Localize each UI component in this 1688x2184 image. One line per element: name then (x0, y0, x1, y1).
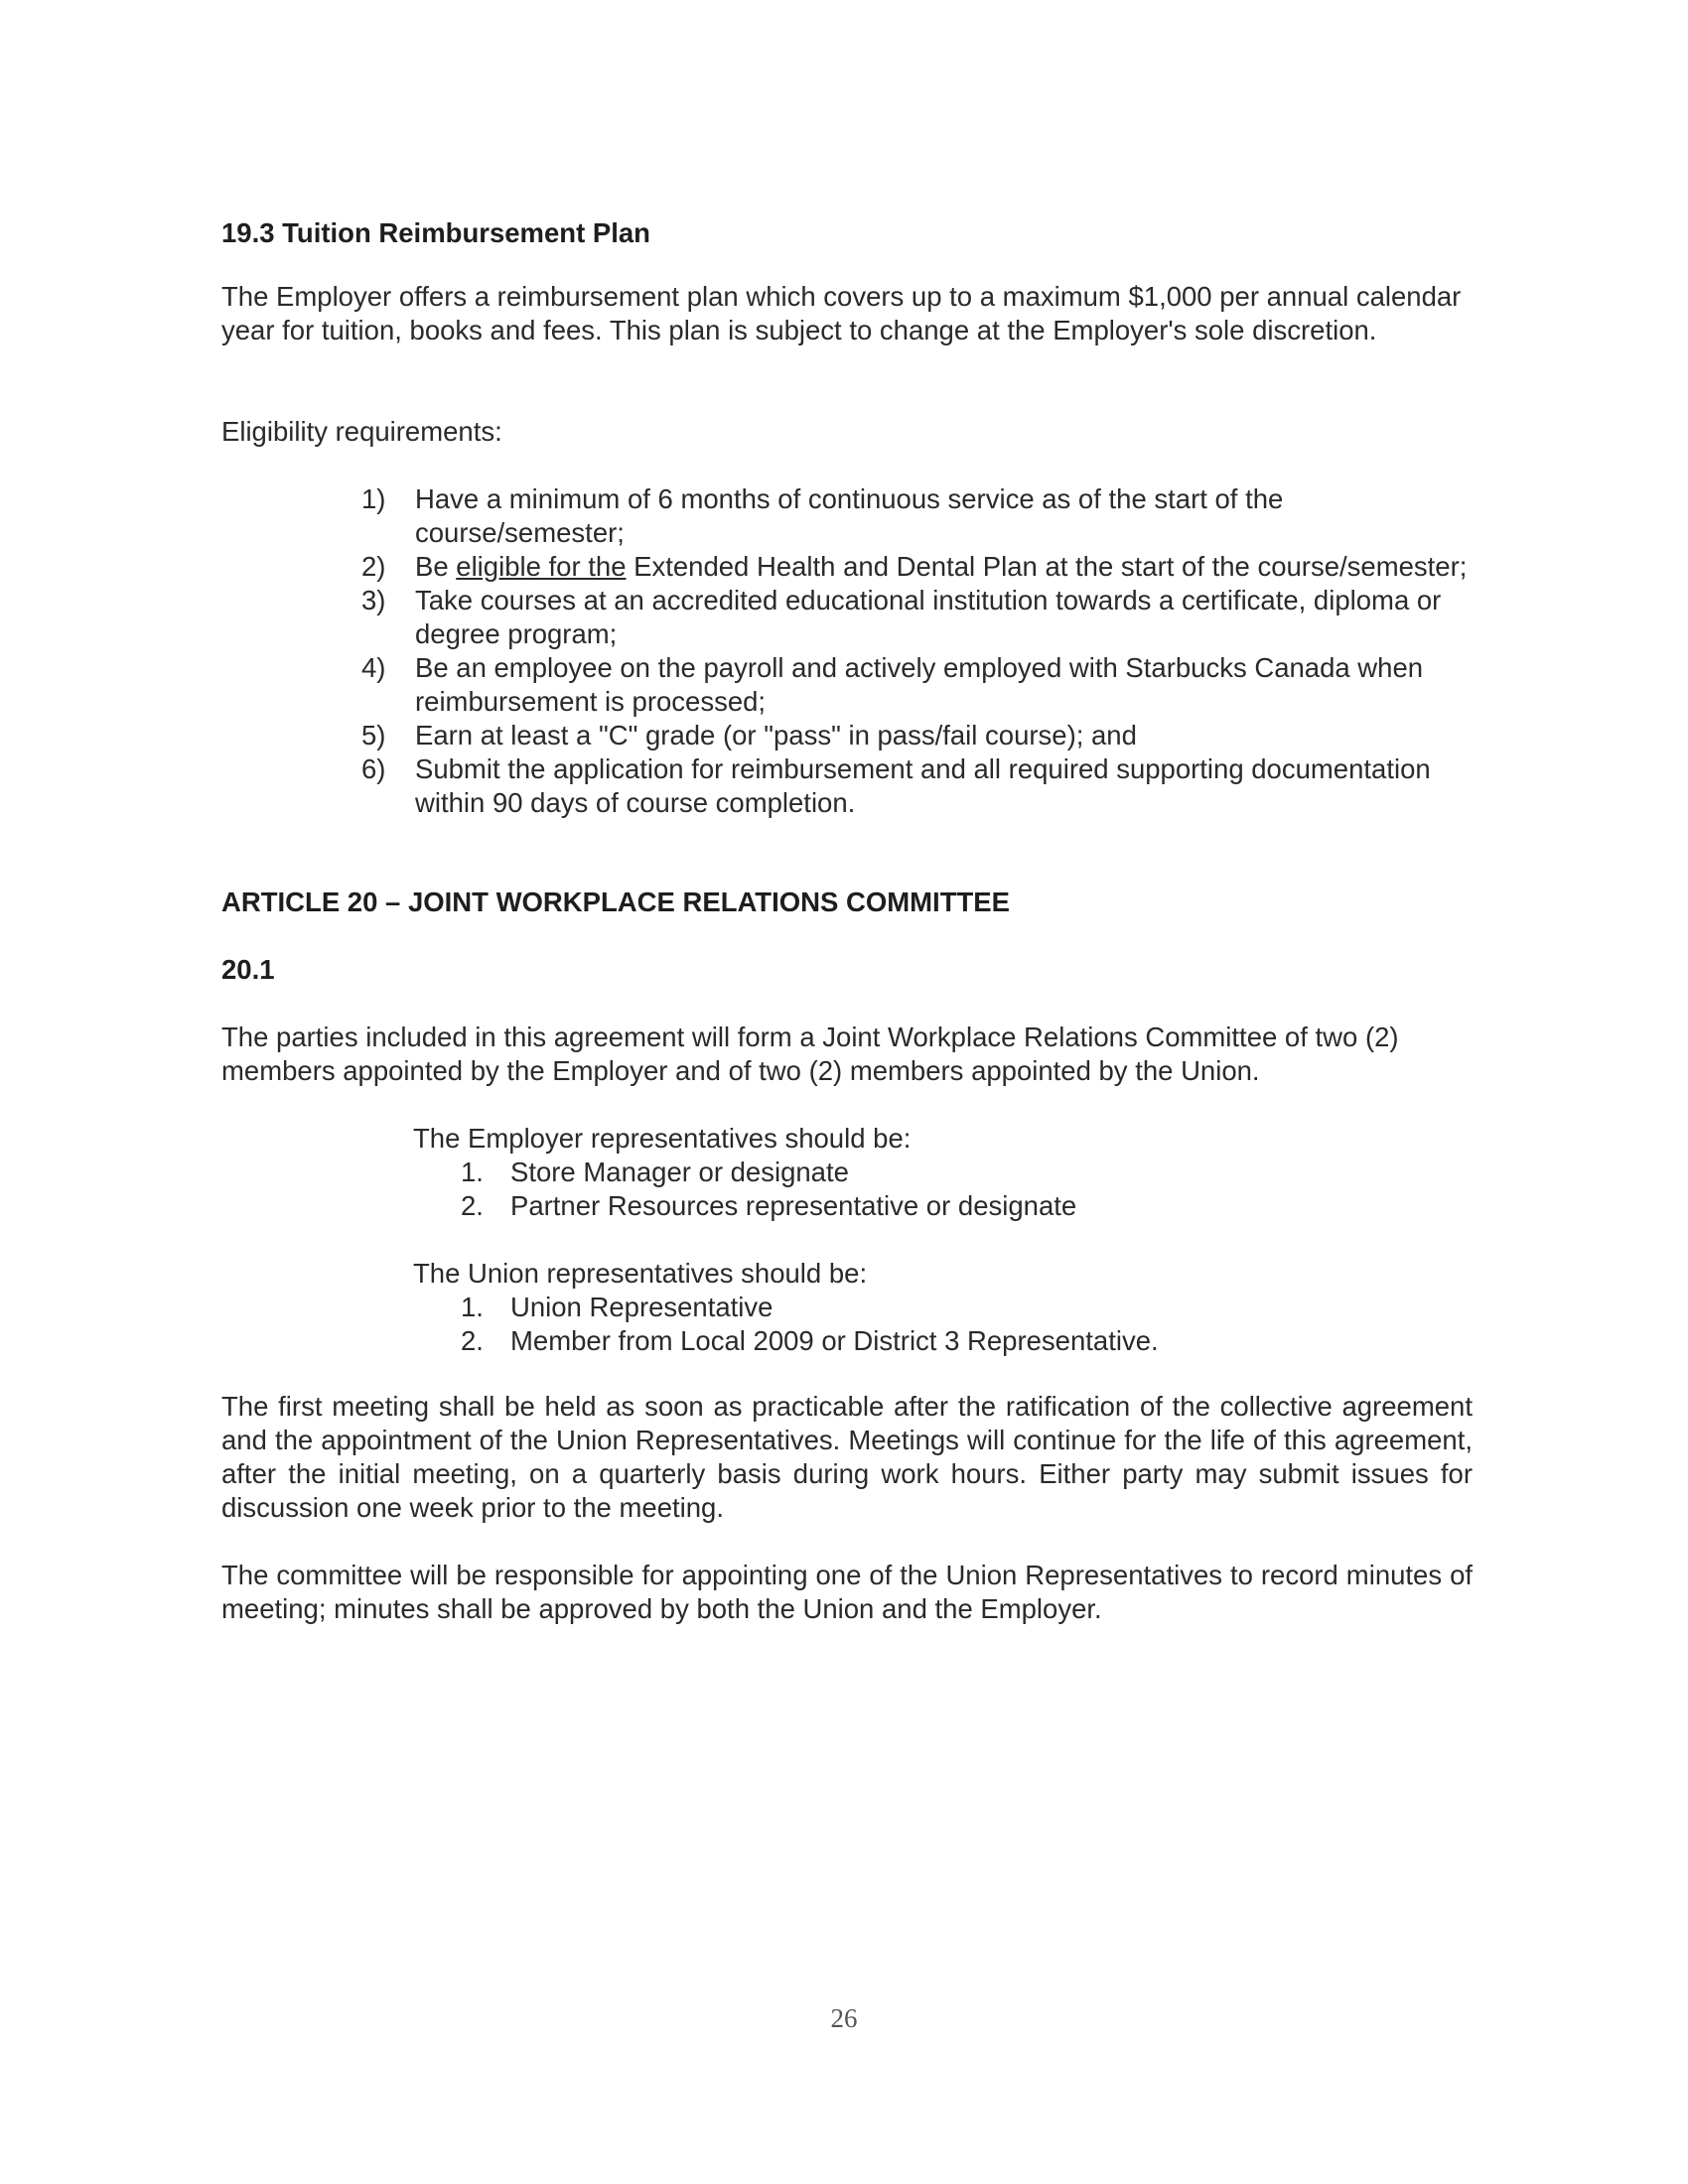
requirement-text: Be an employee on the payroll and actively employed with Starbucks Canada when reimbursement is processed; (415, 652, 1424, 717)
representative-text: Member from Local 2009 or District 3 Representative. (510, 1325, 1159, 1356)
representative-text: Partner Resources representative or designate (510, 1190, 1077, 1221)
committee-minutes-paragraph: The committee will be responsible for appointing one of the Union Representatives to record minutes of meeting; minutes shall be approved by both the Union and the Employer. (221, 1560, 1473, 1624)
employer-representatives-label: The Employer representatives should be: (413, 1123, 912, 1154)
page-number: 26 (830, 2003, 858, 2033)
requirement-number: 3) (361, 585, 386, 615)
requirement-text: Take courses at an accredited educational institution towards a certificate, diploma or degree program; (415, 585, 1442, 649)
union-representatives (413, 1257, 1406, 1358)
section-19-3-title: 19.3 Tuition Reimbursement Plan (221, 217, 650, 248)
article-20-1-paragraph: The parties included in this agreement will form a Joint Workplace Relations Committee of two (2) members appointed by the Employer and of two (2) members appointed by the Union. (221, 1022, 1399, 1086)
requirement-item (361, 752, 1474, 820)
requirement-number: 4) (361, 652, 386, 683)
representative-text: Union Representative (510, 1292, 774, 1322)
requirement-text-prefix: Be (415, 551, 457, 582)
employer-representatives (413, 1122, 1406, 1223)
eligibility-requirements-list (361, 482, 1474, 820)
requirement-text: Earn at least a "C" grade (or "pass" in pass/fail course); and (415, 720, 1137, 751)
requirement-item (361, 651, 1474, 719)
representative-item (413, 1156, 1406, 1189)
representative-item (413, 1189, 1406, 1223)
requirement-text: Submit the application for reimbursement and all required supporting documentation within 90 days of course completion. (415, 753, 1431, 818)
employer-representatives-list (413, 1156, 1406, 1223)
requirement-item (361, 482, 1474, 550)
union-representatives-list (413, 1291, 1406, 1358)
representative-item (413, 1324, 1406, 1358)
requirement-number: 2) (361, 551, 386, 582)
representative-number: 2. (461, 1325, 484, 1356)
article-20-1-number: 20.1 (221, 954, 275, 985)
representative-number: 2. (461, 1190, 484, 1221)
eligibility-label: Eligibility requirements: (221, 416, 502, 447)
representative-number: 1. (461, 1292, 484, 1322)
requirement-item (361, 550, 1474, 584)
requirement-item (361, 584, 1474, 651)
representative-text: Store Manager or designate (510, 1157, 849, 1187)
union-representatives-label: The Union representatives should be: (413, 1258, 868, 1289)
section-19-3-intro: The Employer offers a reimbursement plan which covers up to a maximum $1,000 per annual calendar year for tuition, books and fees. This plan is subject to change at the Employer's sole discretion. (221, 281, 1462, 345)
requirement-number: 5) (361, 720, 386, 751)
representative-item (413, 1291, 1406, 1324)
requirement-underlined-text: eligible for the (456, 551, 627, 582)
representative-number: 1. (461, 1157, 484, 1187)
requirement-text: Have a minimum of 6 months of continuous service as of the start of the course/semester; (415, 483, 1284, 548)
requirement-number: 6) (361, 753, 386, 784)
requirement-text: Extended Health and Dental Plan at the start of the course/semester; (626, 551, 1468, 582)
requirement-number: 1) (361, 483, 386, 514)
requirement-item (361, 719, 1474, 752)
article-20-title: ARTICLE 20 – JOINT WORKPLACE RELATIONS COMMITTEE (221, 887, 1010, 917)
first-meeting-paragraph: The first meeting shall be held as soon as practicable after the ratification of the collective agreement and the appointment of the Union Representatives. Meetings will continue for the life of this agreement, after the initial meeting, on a quarterly basis during work hours. Either party may submit issues for discussion one week prior to the meeting. (221, 1391, 1473, 1523)
